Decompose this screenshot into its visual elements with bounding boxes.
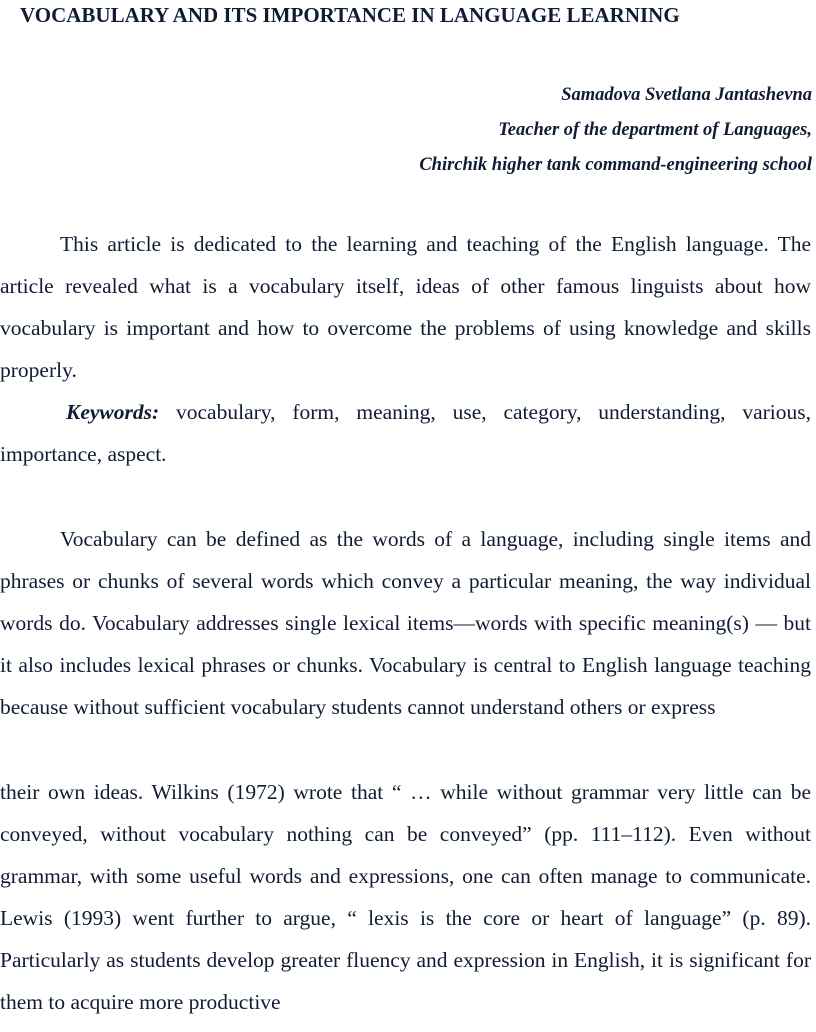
author-block — [419, 78, 812, 183]
keywords-paragraph — [0, 391, 811, 475]
abstract-text: This article is dedicated to the learning and teaching of the English language. The article revealed what is a vocabulary itself, ideas of other famous linguists about how vocabulary is important and how to overcome the problems of using knowledge and skills properly. — [0, 232, 811, 382]
keywords-label: Keywords: — [66, 400, 160, 424]
article-title: VOCABULARY AND ITS IMPORTANCE IN LANGUAGE LEARNING — [20, 3, 680, 27]
keywords-text: vocabulary, form, meaning, use, category, understanding, various, importance, aspect. — [0, 400, 811, 466]
body-paragraph-1 — [0, 518, 811, 728]
author-position: Teacher of the department of Languages, — [498, 120, 812, 140]
author-affiliation: Chirchik higher tank command-engineering school — [419, 155, 812, 175]
body-paragraph-2-text: their own ideas. Wilkins (1972) wrote that “ … while without grammar very little can be conveyed, without vocabulary nothing can be conveyed” (pp. 111–112). Even without grammar, with some useful words and expressions, one can often manage to communicate. Lewis (1993) went further to argue, “ lexis is the core or heart of language” (p. 89). Particularly as students develop greater fluency and expression in English, it is significant for them to acquire more productive — [0, 780, 811, 1014]
body-paragraph-2 — [0, 771, 811, 1023]
body-paragraph-1-text: Vocabulary can be defined as the words of a language, including single items and phrases or chunks of several words which convey a particular meaning, the way individual words do. Vocabulary addresses single lexical items—words with specific meaning(s) — but it also includes lexical phrases or chunks. Vocabulary is central to English language teaching because without sufficient vocabulary students cannot understand others or express — [0, 527, 811, 719]
author-name: Samadova Svetlana Jantashevna — [561, 85, 812, 105]
abstract-paragraph — [0, 223, 811, 391]
